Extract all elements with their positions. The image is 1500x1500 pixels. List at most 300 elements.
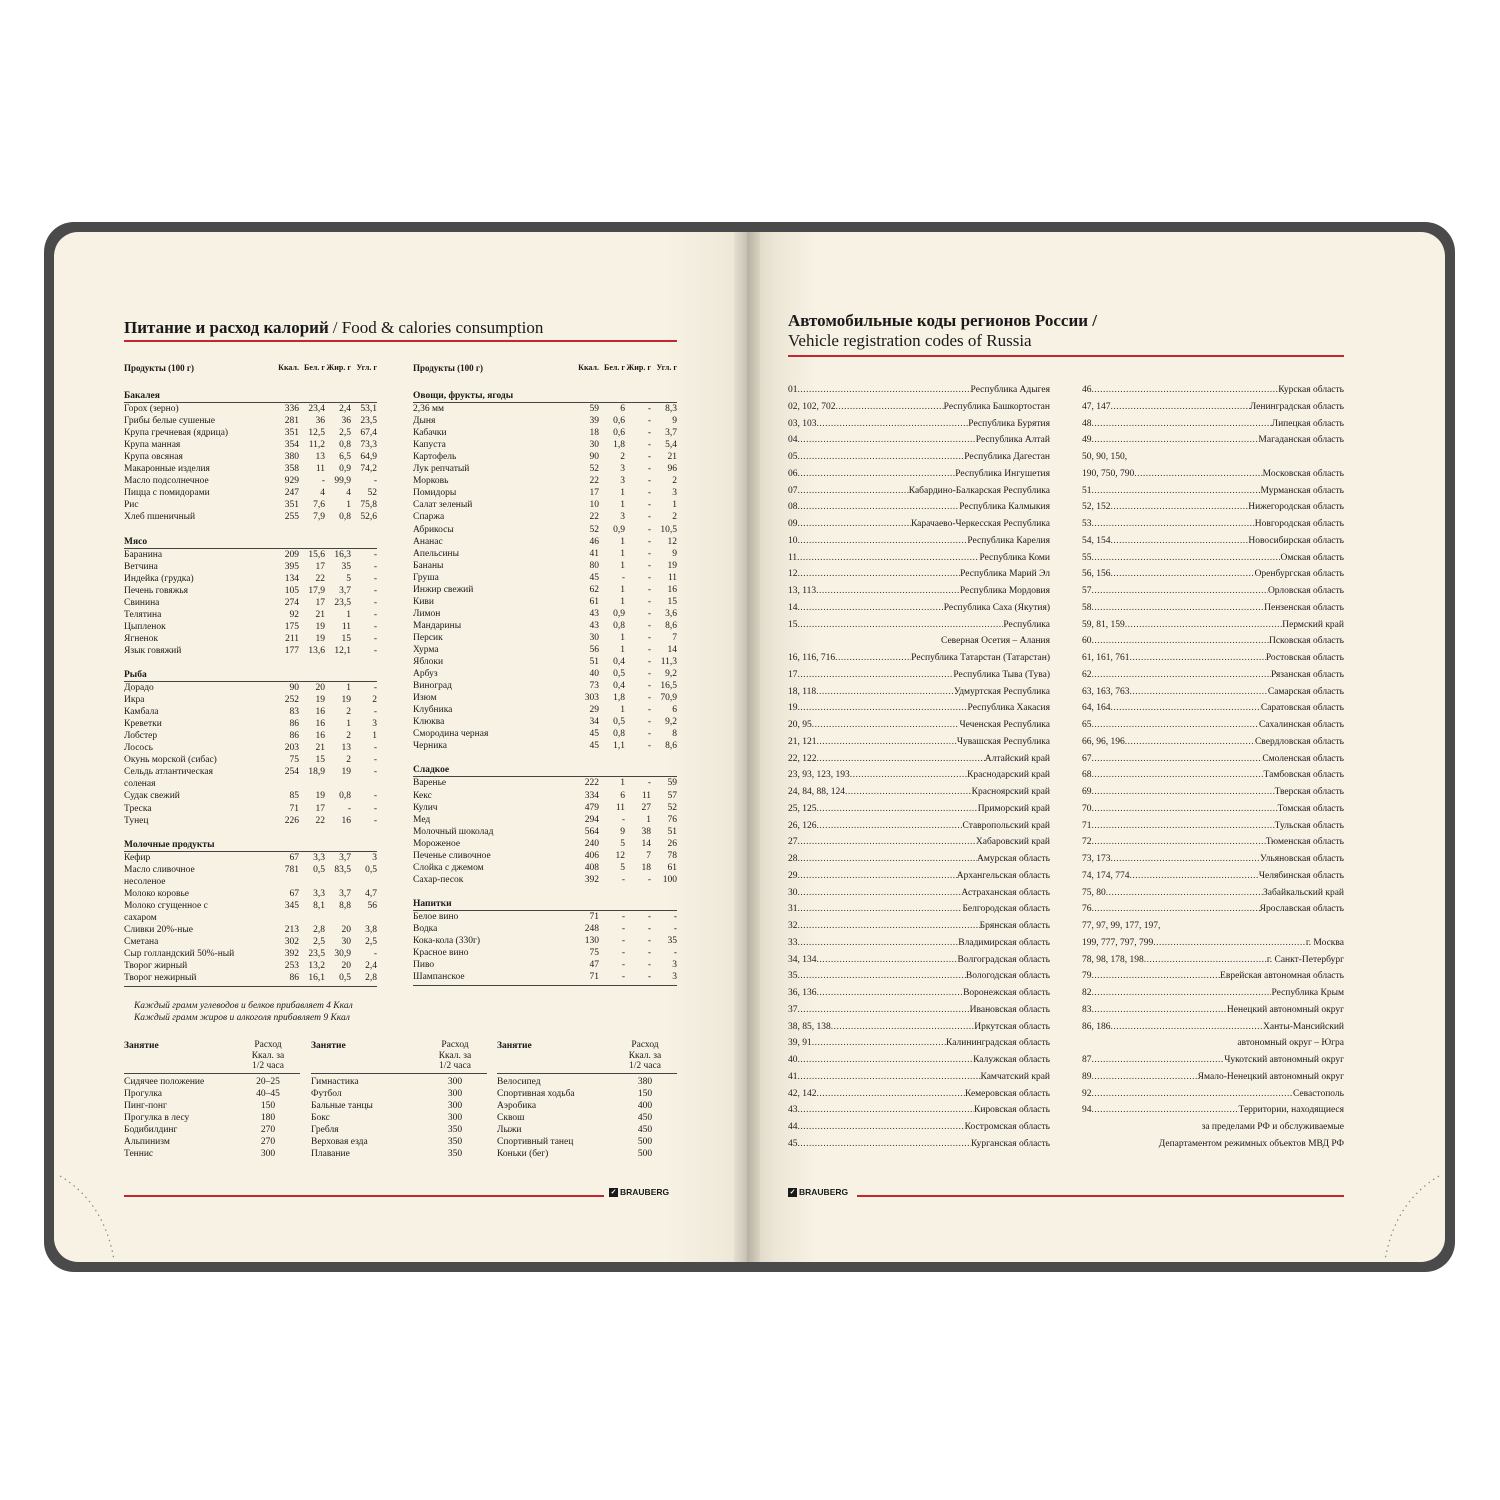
food-value: 19 — [667, 560, 677, 571]
region-code: 19 — [788, 703, 798, 714]
food-value: 30 — [589, 632, 599, 643]
food-name: Красное вино — [413, 948, 469, 959]
activity-row — [311, 1124, 487, 1136]
food-value: - — [373, 803, 377, 814]
region-name: Смоленская область — [1262, 753, 1344, 764]
food-value: 0,6 — [613, 416, 625, 427]
food-value: - — [647, 741, 651, 752]
right-page — [747, 232, 1445, 1262]
food-row — [124, 573, 377, 585]
food-value: 67 — [289, 852, 299, 863]
food-value: 248 — [584, 923, 599, 934]
food-name: Ананас — [413, 536, 443, 547]
food-row — [413, 548, 677, 560]
food-value: - — [647, 464, 651, 475]
food-value: - — [647, 681, 651, 692]
codes-title-en: Vehicle registration codes of Russia — [788, 331, 1032, 350]
food-value: 302 — [284, 936, 299, 947]
food-category: Мясо — [124, 536, 377, 549]
food-value: - — [373, 707, 377, 718]
dot-leader — [1130, 684, 1268, 701]
region-row — [788, 650, 1050, 667]
region-code: 11 — [788, 552, 798, 563]
dot-leader — [798, 533, 968, 550]
region-row — [788, 550, 1050, 567]
food-name: Сметана — [124, 936, 159, 947]
planner-cover — [44, 222, 1455, 1272]
food-value: 70,9 — [660, 693, 677, 704]
region-row — [788, 935, 1050, 952]
food-value: 22 — [315, 815, 325, 826]
food-category: Сладкое — [413, 764, 677, 777]
food-value: - — [373, 561, 377, 572]
stitching-dots-left — [54, 1172, 134, 1262]
food-value: 20 — [341, 961, 351, 972]
region-code: 06 — [788, 468, 798, 479]
activity-row — [311, 1076, 487, 1088]
food-value: 16 — [315, 731, 325, 742]
food-name: Помидоры — [413, 488, 457, 499]
food-value: - — [621, 911, 625, 922]
food-value: 8,8 — [339, 900, 351, 911]
food-name: Крупа манная — [124, 440, 181, 451]
food-row — [124, 682, 377, 694]
region-row — [788, 449, 1050, 466]
food-value: 35 — [667, 936, 677, 947]
food-value: 213 — [284, 924, 299, 935]
food-value: 11,2 — [308, 440, 325, 451]
region-code: 94 — [1082, 1105, 1092, 1116]
food-value: 56 — [367, 900, 377, 911]
region-code: 67 — [1082, 753, 1092, 764]
brand-name: BRAUBERG — [620, 1187, 670, 1197]
food-row — [124, 427, 377, 439]
activity-kcal: 20–25 — [256, 1076, 280, 1087]
food-value: 9,2 — [665, 669, 677, 680]
food-name: Язык говяжий — [124, 645, 182, 656]
dot-leader — [831, 1019, 974, 1036]
header-product: Продукты (100 г) — [124, 363, 195, 373]
food-row — [413, 487, 677, 499]
dot-leader — [797, 550, 979, 567]
food-name: Хурма — [413, 644, 439, 655]
region-code: 46 — [1082, 385, 1092, 395]
region-name: Ярославская область — [1259, 904, 1344, 915]
region-name: Хабаровский край — [975, 837, 1050, 848]
food-category: Бакалея — [124, 390, 377, 403]
region-row — [1082, 399, 1344, 416]
region-code: 50, 90, 150, — [1082, 452, 1128, 462]
food-value: 2 — [620, 452, 625, 463]
food-name: Бананы — [413, 560, 444, 571]
dot-leader — [1092, 550, 1281, 567]
food-value: 15,6 — [308, 549, 325, 560]
food-row — [124, 924, 377, 936]
activity-header — [124, 1040, 300, 1074]
food-value: 21 — [667, 452, 677, 463]
activity-name: Прогулка в лесу — [124, 1112, 190, 1123]
region-code: 62 — [1082, 669, 1092, 680]
brand-logo-right — [788, 1187, 848, 1197]
food-name: Лобстер — [124, 731, 158, 742]
food-value: 392 — [284, 949, 299, 960]
dot-leader — [798, 432, 976, 449]
food-name: Грибы белые сушеные — [124, 416, 216, 427]
food-name: Лосось — [124, 743, 153, 754]
food-row — [124, 511, 377, 523]
region-name: Республика Карелия — [967, 535, 1050, 546]
food-value: 2,5 — [313, 936, 325, 947]
food-value: - — [621, 814, 625, 825]
food-name: Морковь — [413, 476, 449, 487]
region-code: 25, 125 — [788, 803, 817, 814]
left-page — [54, 232, 747, 1262]
food-value: - — [373, 767, 377, 778]
food-value: 11 — [341, 621, 351, 632]
region-code: 35 — [788, 971, 798, 982]
food-value: 45 — [589, 741, 599, 752]
dot-leader — [1092, 583, 1268, 600]
activity-header-name: Занятие — [311, 1041, 346, 1051]
food-row — [413, 680, 677, 692]
food-value: - — [621, 948, 625, 959]
food-value: - — [673, 911, 677, 922]
food-value: 0,4 — [613, 657, 625, 668]
region-name: Рязанская область — [1271, 669, 1344, 680]
food-value: 281 — [284, 416, 299, 427]
region-code: 68 — [1082, 770, 1092, 781]
food-value: 4,7 — [365, 888, 377, 899]
region-name: Тульская область — [1274, 820, 1344, 831]
region-name: Республика Дагестан — [964, 452, 1050, 462]
region-code: 92 — [1082, 1088, 1092, 1099]
food-table-right — [413, 362, 677, 986]
region-code: 75, 80 — [1082, 887, 1106, 898]
activity-row — [124, 1136, 300, 1148]
food-value: 253 — [284, 961, 299, 972]
region-name: Республика Марий Эл — [960, 569, 1050, 580]
food-value: 3,8 — [365, 924, 377, 935]
region-row — [1082, 1052, 1344, 1069]
activity-name: Сквош — [497, 1112, 525, 1123]
region-row — [1082, 834, 1344, 851]
dot-leader — [798, 1069, 981, 1086]
activity-name: Бокс — [311, 1112, 330, 1123]
food-value: 1 — [646, 814, 651, 825]
dot-leader — [798, 1102, 974, 1119]
table-bottom-rule — [124, 986, 377, 987]
food-row — [124, 415, 377, 427]
dot-leader — [1092, 667, 1272, 684]
food-value: - — [647, 548, 651, 559]
dot-leader — [1092, 416, 1272, 433]
activity-name: Сидячее положение — [124, 1076, 205, 1087]
dot-leader — [798, 382, 971, 399]
food-row — [413, 850, 677, 862]
activity-row — [124, 1148, 300, 1160]
food-value: 9 — [672, 416, 677, 427]
activity-name: Велосипед — [497, 1076, 541, 1087]
food-row — [413, 644, 677, 656]
food-row — [413, 874, 677, 886]
activity-name: Спортивный танец — [497, 1136, 574, 1147]
food-row — [124, 585, 377, 597]
food-name: Кефир — [124, 852, 151, 863]
food-value: 0,5 — [613, 717, 625, 728]
food-value: 52 — [667, 802, 677, 813]
food-value: 5 — [346, 573, 351, 584]
region-row — [788, 516, 1050, 533]
region-name: Приморский край — [977, 803, 1050, 814]
food-value: 11 — [667, 572, 677, 583]
region-name: Кабардино-Балкарская Республика — [908, 485, 1050, 496]
food-value: 59 — [589, 404, 599, 415]
food-row — [124, 718, 377, 730]
dot-leader — [817, 416, 969, 433]
region-row — [1082, 466, 1344, 483]
region-name: Нижегородская область — [1248, 502, 1344, 513]
region-row — [788, 684, 1050, 701]
food-value: - — [647, 705, 651, 716]
food-row — [413, 499, 677, 511]
food-value: 7 — [646, 850, 651, 861]
food-value: 247 — [284, 488, 299, 499]
activity-kcal: 180 — [260, 1112, 276, 1123]
food-value: - — [647, 936, 651, 947]
food-value: - — [373, 549, 377, 560]
food-row — [124, 730, 377, 742]
food-row — [124, 960, 377, 972]
food-value: 203 — [284, 743, 299, 754]
region-row — [1082, 449, 1344, 466]
food-row — [124, 766, 377, 790]
region-continuation: автономный округ – Югра — [1237, 1038, 1344, 1049]
food-row — [413, 814, 677, 826]
region-name: Карачаево-Черкесская Республика — [910, 519, 1050, 529]
region-row — [1082, 583, 1344, 600]
region-code: 30 — [788, 887, 798, 898]
food-value: - — [647, 596, 651, 607]
food-value: 16,1 — [308, 973, 325, 984]
region-code: 61, 161, 761 — [1082, 653, 1130, 663]
food-value: 6 — [672, 705, 677, 716]
food-name: Мороженое — [413, 838, 461, 849]
region-name: Архангельская область — [956, 870, 1050, 881]
food-value: 56 — [589, 644, 599, 655]
region-name: Ханты-Мансийский — [1263, 1021, 1344, 1032]
region-row — [788, 784, 1050, 801]
food-value: 406 — [584, 850, 599, 861]
food-name: Варенье — [413, 778, 447, 789]
activity-name: Лыжи — [497, 1124, 522, 1135]
food-name: Картофель — [413, 452, 457, 463]
food-value: 2,5 — [339, 428, 351, 439]
food-value: 1 — [620, 548, 625, 559]
dot-leader — [1092, 1086, 1293, 1103]
region-name: Сахалинская область — [1258, 720, 1344, 730]
food-value: 46 — [589, 536, 599, 547]
food-value: 11 — [641, 790, 651, 801]
activity-kcal: 380 — [637, 1076, 653, 1087]
activity-row — [124, 1124, 300, 1136]
food-value: 380 — [284, 452, 299, 463]
food-value: 75,8 — [360, 500, 377, 511]
header-kcal: Ккал. — [278, 363, 299, 372]
region-code: 10 — [788, 535, 798, 546]
region-name: Забайкальский край — [1263, 887, 1344, 898]
food-value: 0,9 — [613, 608, 625, 619]
dot-leader — [798, 1052, 974, 1069]
food-value: 14 — [667, 644, 677, 655]
food-value: 1 — [620, 596, 625, 607]
dot-leader — [817, 952, 958, 969]
activity-kcal: 350 — [447, 1148, 463, 1159]
dot-leader — [1092, 432, 1259, 449]
region-name: Республика Бурятия — [968, 418, 1050, 429]
food-row — [124, 609, 377, 621]
region-code: 64, 164 — [1082, 703, 1111, 714]
food-name: Молоко коровье — [124, 888, 190, 899]
region-row — [1082, 617, 1344, 634]
food-row — [413, 620, 677, 632]
food-value: 392 — [584, 874, 599, 885]
region-code: 77, 97, 99, 177, 197, — [1082, 921, 1161, 931]
dot-leader — [1111, 499, 1249, 516]
region-name: Владимирская область — [958, 937, 1050, 948]
food-value: 15 — [667, 596, 677, 607]
food-name: Дорадо — [124, 683, 154, 694]
dot-leader — [798, 600, 944, 617]
food-value: 3,7 — [665, 428, 677, 439]
food-name: Телятина — [124, 609, 162, 620]
food-value: 17 — [315, 803, 325, 814]
activity-kcal: 300 — [447, 1076, 463, 1087]
food-name: Слойка с джемом — [413, 862, 484, 873]
food-name: Баранина — [124, 549, 163, 560]
food-name: Кабачки — [413, 428, 447, 439]
food-name: Кока-кола (330г) — [413, 936, 481, 947]
region-code: 07 — [788, 485, 798, 496]
region-code: 42, 142 — [788, 1088, 817, 1099]
region-code: 49 — [1082, 435, 1092, 446]
food-value: 8 — [672, 729, 677, 740]
food-row — [413, 802, 677, 814]
region-row — [1082, 483, 1344, 500]
food-value: - — [373, 633, 377, 644]
region-code: 36, 136 — [788, 988, 817, 998]
food-row — [124, 487, 377, 499]
food-value: 3 — [672, 960, 677, 971]
region-name: Еврейская автономная область — [1220, 971, 1344, 982]
food-value: - — [373, 645, 377, 656]
activity-row — [311, 1100, 487, 1112]
food-title — [124, 318, 677, 342]
region-row — [788, 617, 1050, 634]
note-carbs-protein: Каждый грамм углеводов и белков прибавляет 4 Ккал — [134, 1001, 353, 1011]
food-value: 3,6 — [665, 608, 677, 619]
food-value: 8,1 — [313, 900, 325, 911]
food-value: - — [647, 560, 651, 571]
region-codes-column-2 — [1082, 382, 1344, 1153]
food-table-left — [124, 362, 377, 987]
food-name: Изюм — [413, 693, 437, 704]
food-value: 294 — [584, 814, 599, 825]
food-value: 83 — [289, 707, 299, 718]
food-value: 6 — [620, 404, 625, 415]
dot-leader — [812, 1035, 946, 1052]
region-code: 52, 152 — [1082, 502, 1111, 513]
activity-name: Прогулка — [124, 1088, 163, 1099]
region-code: 199, 777, 797, 799 — [1082, 937, 1154, 948]
header-carb: Угл. г — [356, 363, 377, 372]
food-value: 3 — [372, 852, 377, 863]
food-value: 12 — [667, 536, 677, 547]
food-name: Белое вино — [413, 911, 459, 922]
dot-leader — [1092, 1052, 1225, 1069]
food-value: 1,8 — [613, 440, 625, 451]
region-row — [1082, 633, 1344, 650]
dot-leader — [817, 801, 978, 818]
region-continuation: за пределами РФ и обслуживаемые — [1201, 1122, 1344, 1132]
food-value: - — [647, 428, 651, 439]
food-name: Молочный шоколад — [413, 826, 494, 837]
food-value: 2 — [346, 707, 351, 718]
region-code: 55 — [1082, 552, 1092, 563]
region-code: 44 — [788, 1122, 798, 1132]
food-value: - — [647, 476, 651, 487]
dot-leader — [798, 851, 977, 868]
food-value: 4 — [320, 488, 325, 499]
dot-leader — [798, 516, 911, 533]
food-row — [124, 706, 377, 718]
food-value: 52 — [589, 464, 599, 475]
region-name: Ленинградская область — [1249, 401, 1344, 412]
food-value: - — [373, 743, 377, 754]
region-name: Томская область — [1277, 803, 1344, 814]
region-name: Омская область — [1280, 552, 1344, 563]
stitching-dots-right — [1365, 1172, 1445, 1262]
food-name: Камбала — [124, 707, 159, 718]
dot-leader — [798, 466, 956, 483]
food-row — [124, 645, 377, 657]
food-name: Лук репчатый — [413, 464, 470, 475]
region-name: Ростовская область — [1265, 653, 1344, 663]
activity-row — [497, 1148, 677, 1160]
food-value: 211 — [285, 633, 299, 644]
region-name: Костромская область — [964, 1122, 1050, 1132]
food-row — [413, 704, 677, 716]
food-value: 16,5 — [660, 681, 677, 692]
region-code: 71 — [1082, 820, 1092, 831]
region-name: Иркутская область — [974, 1021, 1050, 1032]
dot-leader — [1125, 734, 1255, 751]
food-row — [413, 524, 677, 536]
food-value: - — [647, 524, 651, 535]
note-fat-alcohol: Каждый грамм жиров и алкоголя прибавляет 9 Ккал — [134, 1013, 350, 1023]
food-value: 0,8 — [339, 512, 351, 523]
food-name: Тунец — [124, 815, 149, 826]
food-name: Горох (зерно) — [124, 404, 179, 415]
dot-leader — [812, 717, 960, 734]
food-value: 71 — [589, 911, 599, 922]
region-row — [788, 483, 1050, 500]
region-code: 24, 84, 88, 124 — [788, 787, 845, 797]
region-row — [1082, 935, 1344, 952]
food-value: 18,9 — [308, 767, 325, 778]
region-row — [788, 700, 1050, 717]
activity-name: Коньки (бег) — [497, 1148, 549, 1159]
activity-row — [311, 1088, 487, 1100]
